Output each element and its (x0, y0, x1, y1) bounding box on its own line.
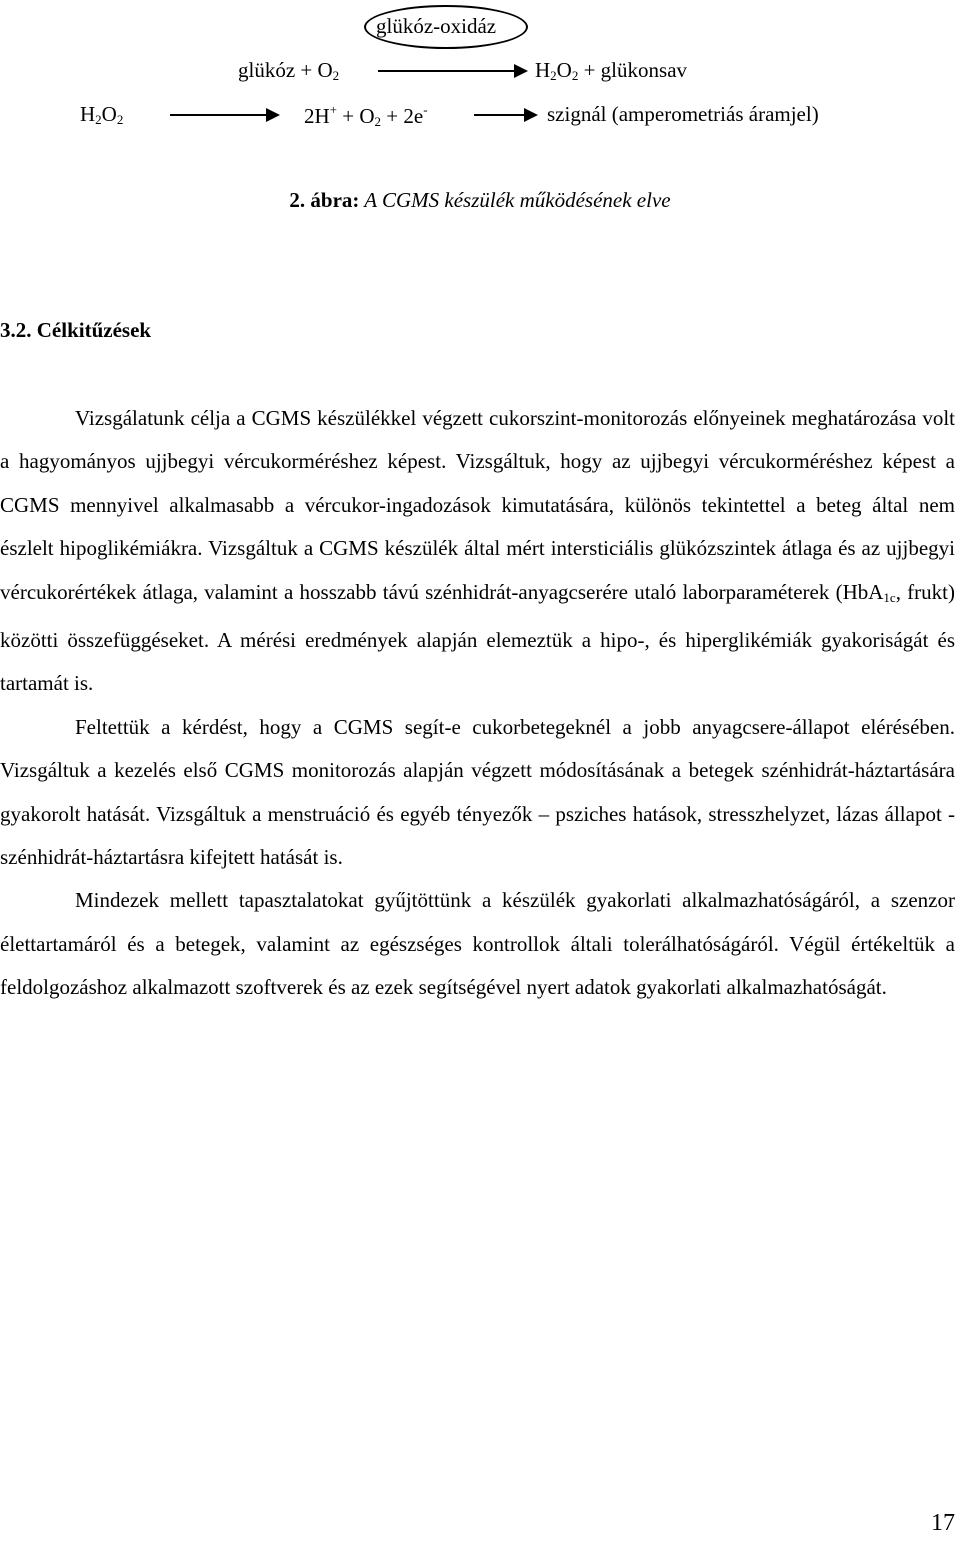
reaction2-intermediate: $2H^+ + O_2 + 2e^-$ (304, 102, 428, 129)
reaction1-reactants: glükóz + $O_2$ (238, 58, 340, 83)
paragraph-3: Mindezek mellett tapasztalatokat gyűjtöttünk a készülék gyakorlati alkalmazhatóságáról, a szenzor élettartamáról és a betegek, valamint az egészséges kontrollok általi tolerálhatóságáról. Végül értékeltük a feldolgozáshoz alkalmazott szoftverek és az ezek segítségével nyert adatok gyakorlati alkalmazhatóságát. (0, 888, 955, 1000)
paragraph-2: Feltettük a kérdést, hogy a CGMS segít-e cukorbetegeknél a jobb anyagcsere-állapot elérésében. Vizsgáltuk a kezelés első CGMS monitorozás alapján végzett módosításának a betegek szénhidrát-háztartására gyakorolt hatását. Vizsgáltuk a menstruáció és egyéb tényezők – psziches hatások, stresszhelyzet, lázas állapot - szénhidrát-háztartásra kifejtett hatását is. (0, 714, 955, 870)
reaction2-reactant: $H_2O_2$ (80, 102, 124, 127)
body-text (0, 397, 955, 1010)
page-number: 17 (931, 1510, 955, 1536)
reaction2-arrow-2 (474, 114, 536, 116)
reaction2-product: szignál (amperometriás áramjel) (547, 102, 819, 126)
reaction2-arrow-1 (170, 114, 278, 116)
reaction1-products: $H_2O_2$ + glükonsav (535, 58, 688, 83)
figure-caption (0, 188, 960, 213)
reaction1-arrow (378, 70, 526, 72)
paragraph-1: Vizsgálatunk célja a CGMS készülékkel végzett cukorszint-monitorozás előnyeinek meghatározása volt a hagyományos ujjbegyi vércukorméréshez képest. Vizsgáltuk, hogy az ujjbegyi vércukorméréshez képest a CGMS mennyivel alkalmasabb a vércukor-ingadozások kimutatására, különös tekintettel a beteg által nem észlelt hipoglikémiákra. Vizsgáltuk a CGMS készülék által mért intersticiális glükózszintek átlaga és az ujjbegyi vércukorértékek átlaga, valamint a hosszabb távú szénhidrát-anyagcserére utaló laborparaméterek (HbA$_{1c}$, frukt) közötti összefüggéseket. A mérési eredmények alapján elemeztük a hipo-, és hiperglikémiák gyakoriságát és tartamát is. (0, 406, 955, 696)
figure-number: 2. ábra: (289, 188, 360, 212)
section-heading: 3.2. Célkitűzések (0, 318, 152, 342)
figure-caption-text: A CGMS készülék működésének elve (359, 188, 671, 212)
enzyme-label: glükóz-oxidáz (376, 14, 497, 38)
